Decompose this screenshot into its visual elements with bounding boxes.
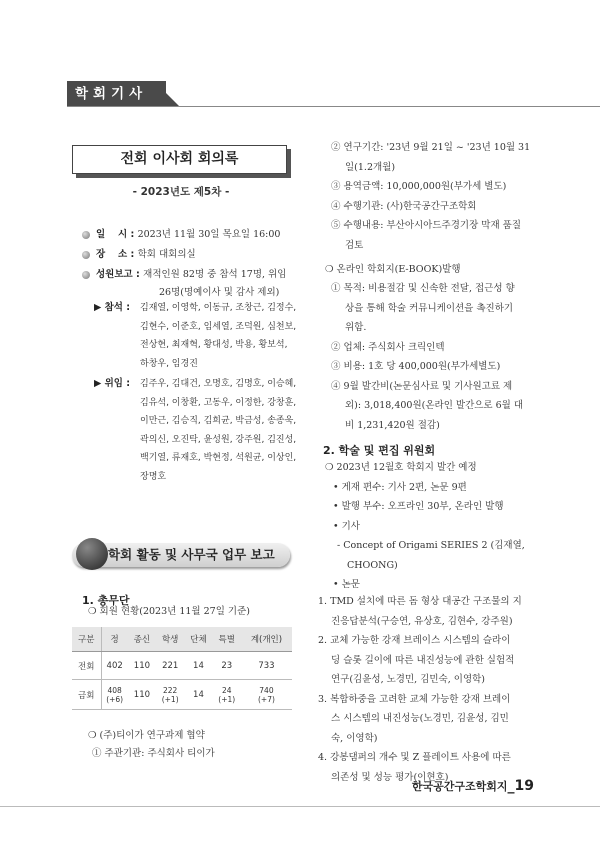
footer-rule <box>0 806 600 807</box>
tiga-item-1: ① 주관기관: 주식회사 티이가 <box>92 748 215 759</box>
table-cell: 221 <box>156 652 184 680</box>
table-cell: 금회 <box>72 680 101 710</box>
info-row-quorum-cont: 26명(명예이사 및 감사 제외) <box>159 287 280 298</box>
journal-name: 한국공간구조학회지 <box>411 780 508 793</box>
table-cell: 14 <box>184 680 212 710</box>
table-row <box>72 652 292 680</box>
table-cell: 402 <box>101 652 128 680</box>
list-item: ⑤ 수행내용: 부산아시아드주경기장 막재 품질 <box>331 220 521 231</box>
bullet-icon <box>82 231 90 239</box>
page-number: _19 <box>507 778 534 794</box>
table-header: 종신 <box>128 627 156 652</box>
list-item: ③ 비용: 1호 당 400,000원(부가세별도) <box>331 361 501 372</box>
proxy-label: ▶ 위임 : <box>94 378 131 389</box>
list-item-cont: 위함. <box>345 322 367 333</box>
paper-list <box>318 592 543 787</box>
header-rule <box>67 106 600 107</box>
list-item: 4. 강봉댐퍼의 개수 및 Z 플레이트 사용에 따른 <box>318 752 511 763</box>
list-item: 3. 복합하중을 고려한 교체 가능한 강재 브레이 <box>318 693 511 705</box>
table-row <box>72 680 292 710</box>
list-item-cont: 의존성 및 성능 평가(이현호) <box>331 771 449 783</box>
proxy-names: 김주우, 김대건, 오명호, 김명호, 이승혜, 김유석, 이창환, 고동우, 이정한, 강창훈, 이만근, 김승직, 김희균, 박금성, 송종욱, 곽의신, 오진탁, 윤성원, 강주원, 김진성, 백기열, 류재호, 박현정, 석원균, 이상인, 장명호 <box>140 379 297 482</box>
bullet-icon <box>82 251 90 259</box>
section-tab-corner <box>166 93 180 107</box>
list-item: 1. TMD 설치에 따른 돔 형상 대공간 구조물의 지 <box>318 596 522 607</box>
list-item-cont: 숙, 이영학) <box>331 732 378 744</box>
list-item-cont: 스 시스템의 내진성능(노경민, 김윤성, 김민 <box>331 713 509 724</box>
banner-title: 학회 활동 및 사무국 업무 보고 <box>108 547 275 562</box>
editorial-details <box>325 458 545 595</box>
list-item: ② 연구기간: '23년 9월 21일 ~ '23년 10월 31 <box>331 142 531 153</box>
list-item-cont: CHOONG) <box>347 559 398 571</box>
list-item: • 기사 <box>333 520 360 532</box>
list-item-cont: 연구(김윤성, 노경민, 김민숙, 이영학) <box>331 674 486 685</box>
list-item-cont: 검토 <box>345 239 364 251</box>
list-item: 2. 교체 가능한 강재 브레이스 시스템의 슬라이 <box>318 635 511 646</box>
list-item-cont: 진응답분석(구승연, 유상호, 김현수, 강주원) <box>331 615 513 627</box>
list-item: • 발행 부수: 오프라인 30부, 온라인 발행 <box>333 501 504 512</box>
list-item: • 게재 편수: 기사 2편, 논문 9편 <box>333 481 467 493</box>
list-item: ① 목적: 비용절감 및 신속한 전달, 접근성 향 <box>331 283 515 294</box>
section-tab: 학회기사 <box>67 81 166 107</box>
table-cell: 110 <box>128 680 156 710</box>
list-item-cont: 일(1.2개월) <box>345 161 396 173</box>
banner-circle-icon <box>76 538 108 570</box>
membership-subtitle: ❍ 회원 현황(2023년 11월 27일 기준) <box>88 606 250 617</box>
list-item-cont: 비 1,231,420원 절감) <box>345 419 440 431</box>
table-header: 계(개인) <box>241 627 292 652</box>
tiga-heading: ❍ (주)티이가 연구과제 협약 <box>88 730 205 741</box>
table-cell: 23 <box>213 652 241 680</box>
meeting-title: 전회 이사회 회의록 <box>72 145 287 174</box>
footer <box>412 778 534 794</box>
editorial-subtitle: ❍ 2023년 12월호 학회지 발간 예정 <box>325 462 477 473</box>
table-cell: 740 (+7) <box>241 680 292 710</box>
table-cell: 전회 <box>72 652 101 680</box>
list-item: ② 업체: 주식회사 크릭인텍 <box>331 341 445 353</box>
attend-names: 김재열, 이영학, 이동규, 조창근, 김정수, 김현수, 이준호, 임세열, 조덕원, 심천보, 전상현, 최재혁, 황대성, 박용, 황보석, 하창우, 임경진 <box>140 303 297 369</box>
bullet-icon <box>82 271 90 279</box>
table-cell: 14 <box>184 652 212 680</box>
table-cell: 408 (+6) <box>101 680 128 710</box>
ebook-details <box>331 279 541 435</box>
membership-table <box>72 627 292 710</box>
ebook-heading: ❍ 온라인 학회지(E-BOOK)발행 <box>325 264 461 275</box>
table-cell: 733 <box>241 652 292 680</box>
list-item: ④ 수행기관: (사)한국공간구조학회 <box>331 200 477 212</box>
info-row-quorum: 성원보고 : 재적인원 82명 중 참석 17명, 위임 <box>82 266 286 284</box>
table-header: 단체 <box>184 627 212 652</box>
general-affairs-heading: 1. 총무단 <box>82 594 130 607</box>
table-header-row <box>72 627 292 652</box>
table-header: 특별 <box>213 627 241 652</box>
project-details <box>331 138 541 255</box>
attend-label: ▶ 참석 : <box>94 302 131 313</box>
info-row-place: 장 소 : 학회 대회의실 <box>82 246 196 264</box>
list-item-cont: 외): 3,018,400원(온라인 발간으로 6월 대 <box>345 400 524 411</box>
list-item-cont: 상을 통해 학술 커뮤니케이션을 촉진하기 <box>345 302 514 314</box>
table-cell: 110 <box>128 652 156 680</box>
table-cell: 222 (+1) <box>156 680 184 710</box>
list-item-cont: 딩 슬롯 길이에 따른 내진성능에 관한 실험적 <box>331 654 515 666</box>
meeting-subtitle: - 2023년도 제5차 - <box>132 186 230 198</box>
table-header: 정 <box>101 627 128 652</box>
editorial-heading: 2. 학술 및 편집 위원회 <box>323 444 436 457</box>
info-row-date: 일 시 : 2023년 11월 30일 목요일 16:00 <box>82 226 280 244</box>
list-item: • 논문 <box>333 579 360 590</box>
list-item: - Concept of Origami SERIES 2 (김재열, <box>337 540 525 551</box>
table-cell: 24 (+1) <box>213 680 241 710</box>
list-item: ④ 9월 발간비(논문심사료 및 기사원고료 제 <box>331 380 513 392</box>
table-header: 구분 <box>72 627 101 652</box>
list-item: ③ 용역금액: 10,000,000원(부가세 별도) <box>331 181 507 192</box>
table-header: 학생 <box>156 627 184 652</box>
